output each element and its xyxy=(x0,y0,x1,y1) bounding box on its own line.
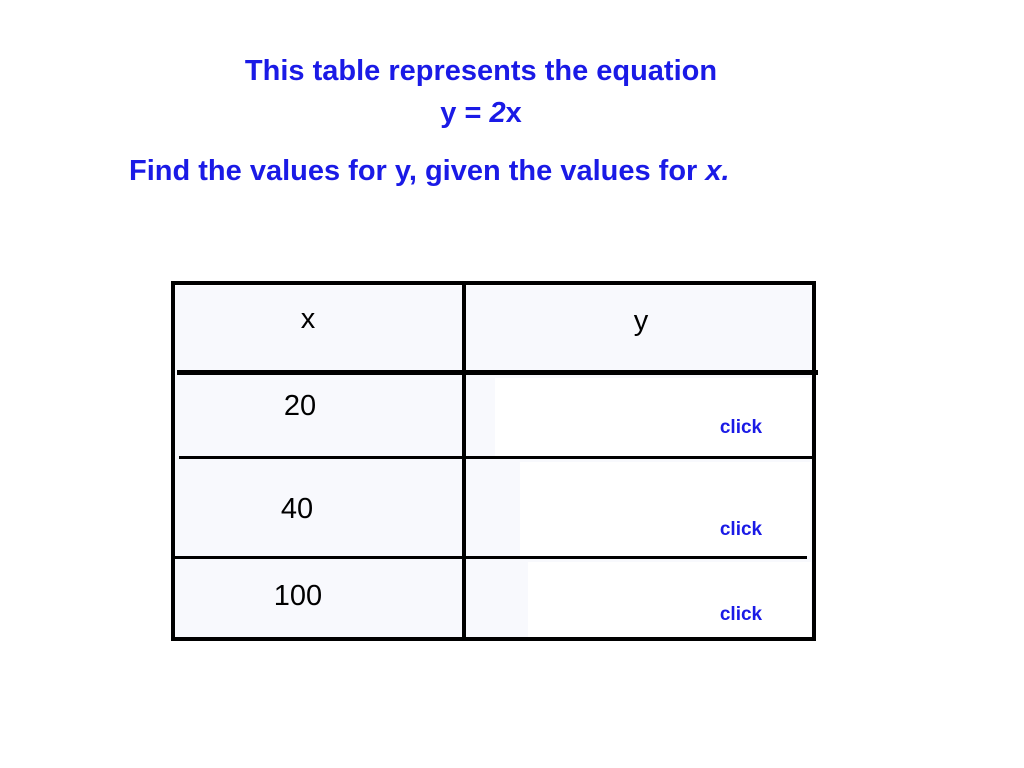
instruction-variable: x. xyxy=(705,155,730,187)
header-x: x xyxy=(300,303,316,335)
equation-coefficient: 2 xyxy=(489,97,506,129)
table-border-left xyxy=(171,281,175,641)
x-value-row-3: 100 xyxy=(273,580,323,612)
table-border-bottom xyxy=(171,637,816,641)
click-button-row-3[interactable]: click xyxy=(719,604,763,625)
equation-variable: x xyxy=(505,97,522,129)
click-button-row-1[interactable]: click xyxy=(719,417,763,438)
x-value-row-2: 40 xyxy=(280,493,314,525)
row-divider-2 xyxy=(175,556,807,559)
header-y: y xyxy=(633,305,649,337)
click-button-row-2[interactable]: click xyxy=(719,519,763,540)
equation xyxy=(0,96,962,130)
row-divider-1 xyxy=(179,456,812,459)
instruction-label: Find the values for y, given the values for xyxy=(129,155,706,187)
x-value-row-1: 20 xyxy=(283,390,317,422)
instruction-text xyxy=(129,154,730,188)
table-border-top xyxy=(171,281,816,285)
page-title: This table represents the equation xyxy=(244,55,718,87)
equation-prefix: y = xyxy=(440,97,490,129)
y-input-cell-2[interactable] xyxy=(520,462,810,556)
header-divider xyxy=(177,370,818,375)
table-border-right xyxy=(812,281,816,641)
column-divider xyxy=(462,281,466,641)
